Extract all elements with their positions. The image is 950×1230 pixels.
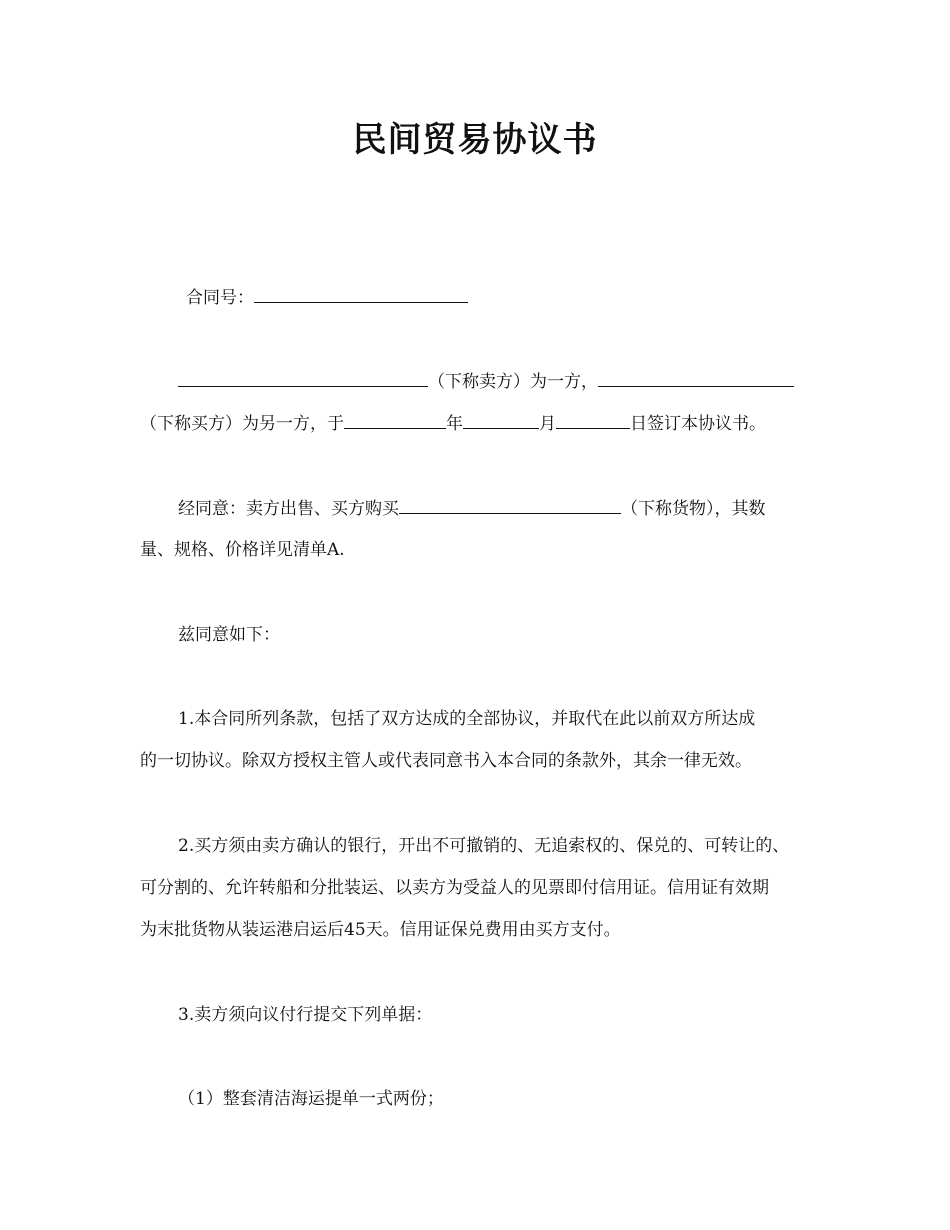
goods-blank <box>399 496 621 514</box>
clause-1-line-2: 的一切协议。除双方授权主管人或代表同意书入本合同的条款外，其余一律无效。 <box>140 751 752 771</box>
agreement-line-2: 量、规格、价格详见清单A. <box>140 540 345 560</box>
clause-2-line-2: 可分割的、允许转船和分批装运、以卖方为受益人的见票即付信用证。信用证有效期 <box>140 878 769 898</box>
day-label: 日签订本协议书。 <box>630 414 766 434</box>
agreement-prefix: 经同意：卖方出售、买方购买 <box>178 499 399 519</box>
contract-number-blank <box>254 285 468 303</box>
document-title: 民间贸易协议书 <box>352 120 598 160</box>
agreement-line-1 <box>178 496 766 521</box>
contract-number-label: 合同号： <box>186 288 254 308</box>
seller-name-blank <box>178 369 428 387</box>
hereby-line: 兹同意如下： <box>178 625 280 645</box>
day-blank <box>556 411 630 429</box>
clause-2-line-3: 为末批货物从装运港启运后45天。信用证保兑费用由买方支付。 <box>140 920 621 940</box>
seller-label: （下称卖方）为一方， <box>428 372 598 392</box>
buyer-name-blank <box>598 369 794 387</box>
month-label: 月 <box>539 414 556 434</box>
buyer-label: （下称买方）为另一方，于 <box>140 414 344 434</box>
agreement-suffix: （下称货物），其数 <box>621 499 766 519</box>
parties-line-1 <box>178 369 794 394</box>
year-blank <box>344 411 446 429</box>
clause-1-line-1: 1.本合同所列条款，包括了双方达成的全部协议，并取代在此以前双方所达成 <box>178 709 756 729</box>
contract-number-line <box>186 285 468 310</box>
year-label: 年 <box>446 414 463 434</box>
clause-3-item-1: （1）整套清洁海运提单一式两份； <box>178 1089 444 1109</box>
clause-3-line: 3.卖方须向议付行提交下列单据： <box>178 1005 433 1025</box>
parties-line-2 <box>140 411 766 436</box>
clause-2-line-1: 2.买方须由卖方确认的银行，开出不可撤销的、无追索权的、保兑的、可转让的、 <box>178 836 790 856</box>
month-blank <box>463 411 539 429</box>
